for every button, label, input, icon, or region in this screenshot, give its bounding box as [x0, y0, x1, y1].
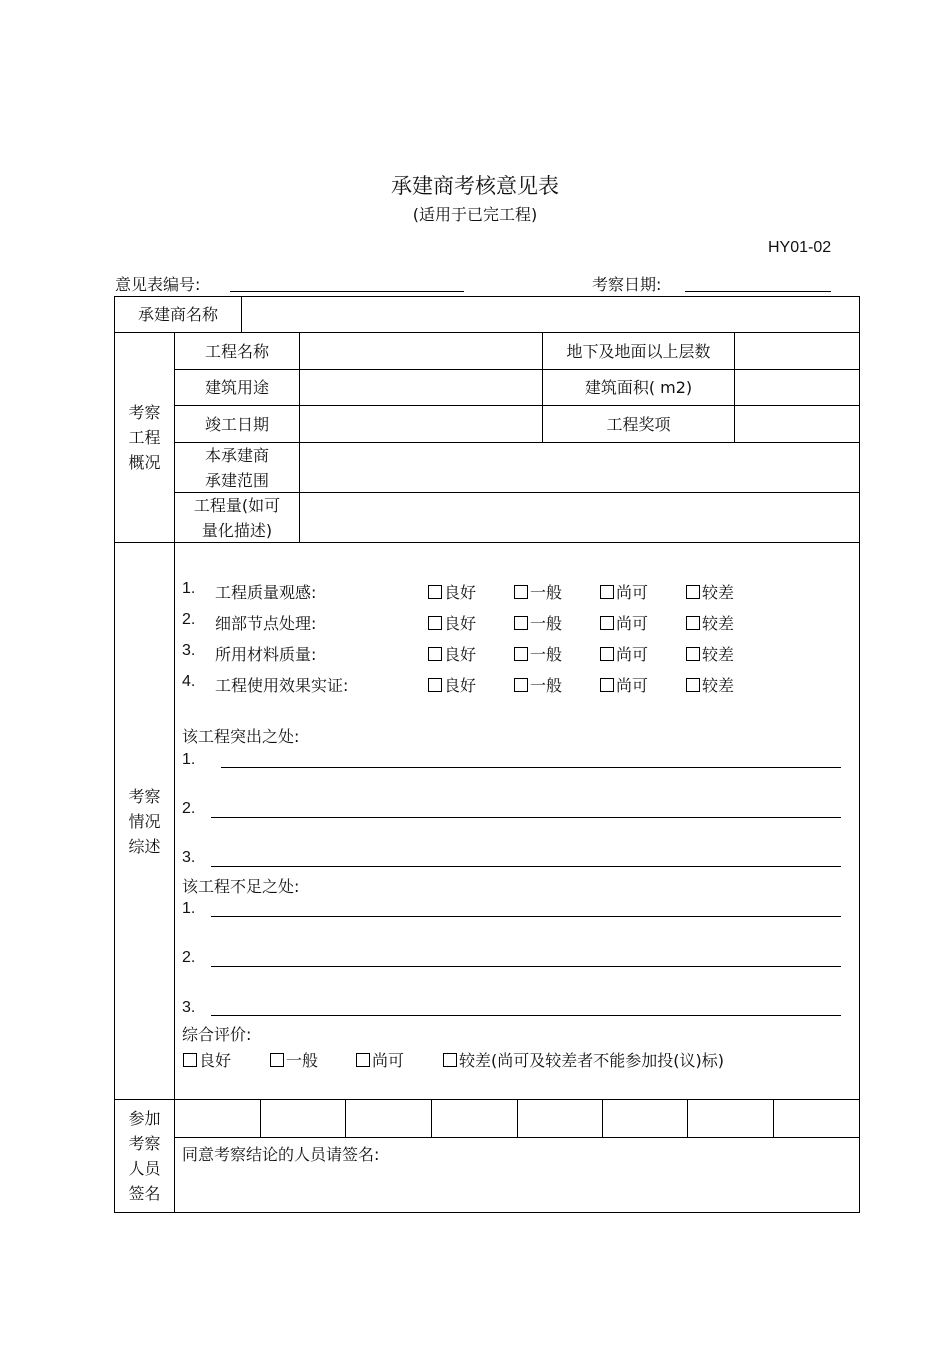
signature-area[interactable] — [175, 1165, 859, 1211]
rating-item-1-option-average[interactable]: 一般 — [514, 580, 562, 603]
building-use-label: 建筑用途 — [204, 378, 269, 397]
overall-option-average[interactable]: 一般 — [270, 1048, 318, 1071]
participant-name-cell[interactable] — [774, 1100, 858, 1137]
floors-field[interactable] — [735, 333, 859, 369]
rating-item-2-label: 细部节点处理: — [215, 614, 317, 633]
rating-item-3-option-good[interactable]: 良好 — [428, 642, 476, 665]
weaknesses-label: 该工程不足之处: — [182, 877, 300, 896]
weakness-2-num: 2. — [182, 949, 196, 966]
contractor-name-field[interactable] — [242, 297, 859, 332]
checkbox-icon — [428, 585, 442, 599]
overall-option-fair[interactable]: 尚可 — [356, 1048, 404, 1071]
participant-name-cell[interactable] — [603, 1100, 687, 1137]
overall-label: 综合评价: — [182, 1025, 252, 1044]
participant-name-cell[interactable] — [432, 1100, 517, 1137]
checkbox-icon — [686, 647, 700, 661]
rating-item-3-option-poor[interactable]: 较差 — [686, 642, 734, 665]
participant-name-cell[interactable] — [688, 1100, 773, 1137]
strength-2-num: 2. — [182, 800, 196, 817]
participants-section-label: 参加 考察 人员 签名 — [128, 1109, 161, 1203]
rating-item-1-option-good[interactable]: 良好 — [428, 580, 476, 603]
date-label: 考察日期: — [592, 275, 662, 294]
rating-item-4-num: 4. — [182, 673, 196, 690]
participant-name-cell[interactable] — [346, 1100, 431, 1137]
sign-label: 同意考察结论的人员请签名: — [182, 1145, 380, 1164]
rating-item-1-num: 1. — [182, 580, 196, 597]
page-subtitle: (适用于已完工程) — [412, 205, 538, 224]
checkbox-icon — [514, 678, 528, 692]
strength-3-line[interactable] — [211, 866, 841, 867]
project-name-label: 工程名称 — [204, 341, 269, 361]
strength-3-num: 3. — [182, 849, 196, 866]
rating-item-3-option-fair[interactable]: 尚可 — [600, 642, 648, 665]
building-area-field[interactable] — [735, 370, 859, 405]
rating-item-1-option-fair[interactable]: 尚可 — [600, 580, 648, 603]
weakness-1-num: 1. — [182, 900, 196, 917]
checkbox-icon — [270, 1053, 284, 1067]
weakness-3-line[interactable] — [211, 1015, 841, 1016]
page-title: 承建商考核意见表 — [391, 174, 559, 198]
rating-item-4-option-poor[interactable]: 较差 — [686, 673, 734, 696]
weakness-1-line[interactable] — [211, 916, 841, 917]
form-no-field[interactable] — [230, 291, 464, 292]
strength-2-line[interactable] — [211, 817, 841, 818]
weakness-3-num: 3. — [182, 999, 196, 1016]
quantity-field[interactable] — [300, 493, 859, 542]
rating-item-1-option-poor[interactable]: 较差 — [686, 580, 734, 603]
checkbox-icon — [686, 678, 700, 692]
checkbox-icon — [600, 647, 614, 661]
checkbox-icon — [686, 585, 700, 599]
overall-option-good[interactable]: 良好 — [183, 1048, 231, 1071]
building-area-label: 建筑面积( m2) — [584, 378, 693, 397]
rating-item-4-label: 工程使用效果实证: — [215, 676, 349, 695]
strength-1-num: 1. — [182, 751, 196, 768]
checkbox-icon — [443, 1053, 457, 1067]
overall-option-poor[interactable]: 较差(尚可及较差者不能参加投(议)标) — [443, 1048, 724, 1071]
weakness-2-line[interactable] — [211, 966, 841, 967]
contractor-name-label: 承建商名称 — [137, 305, 218, 324]
checkbox-icon — [428, 647, 442, 661]
quantity-label: 工程量(如可 量化描述) — [193, 495, 281, 540]
checkbox-icon — [600, 585, 614, 599]
date-field[interactable] — [685, 291, 831, 292]
checkbox-icon — [428, 616, 442, 630]
rating-item-2-num: 2. — [182, 611, 196, 628]
participant-name-cell[interactable] — [175, 1100, 260, 1137]
award-label: 工程奖项 — [606, 414, 671, 434]
rating-item-2-option-good[interactable]: 良好 — [428, 611, 476, 634]
strength-1-line[interactable] — [221, 767, 841, 768]
award-field[interactable] — [735, 406, 859, 442]
checkbox-icon — [183, 1053, 197, 1067]
checkbox-icon — [356, 1053, 370, 1067]
review-section-label: 考察 情况 综述 — [128, 786, 161, 856]
rating-item-3-label: 所用材料质量: — [215, 645, 317, 664]
checkbox-icon — [514, 647, 528, 661]
form-no-label: 意见表编号: — [115, 275, 201, 294]
completion-date-label: 竣工日期 — [204, 414, 269, 434]
rating-item-4-option-good[interactable]: 良好 — [428, 673, 476, 696]
participant-name-cell[interactable] — [518, 1100, 602, 1137]
floors-label: 地下及地面以上层数 — [566, 341, 711, 361]
checkbox-icon — [514, 616, 528, 630]
rating-item-4-option-average[interactable]: 一般 — [514, 673, 562, 696]
scope-label: 本承建商 承建范围 — [204, 445, 269, 490]
rating-item-3-option-average[interactable]: 一般 — [514, 642, 562, 665]
checkbox-icon — [428, 678, 442, 692]
rating-item-1-label: 工程质量观感: — [215, 583, 317, 602]
scope-field[interactable] — [300, 443, 859, 492]
project-section-label: 考察 工程 概况 — [128, 403, 161, 472]
building-use-field[interactable] — [300, 370, 542, 405]
rating-item-2-option-fair[interactable]: 尚可 — [600, 611, 648, 634]
rating-item-2-option-average[interactable]: 一般 — [514, 611, 562, 634]
checkbox-icon — [514, 585, 528, 599]
checkbox-icon — [600, 678, 614, 692]
rating-item-3-num: 3. — [182, 642, 196, 659]
checkbox-icon — [600, 616, 614, 630]
strengths-label: 该工程突出之处: — [182, 727, 300, 746]
checkbox-icon — [686, 616, 700, 630]
rating-item-2-option-poor[interactable]: 较差 — [686, 611, 734, 634]
form-code: HY01-02 — [768, 239, 832, 256]
rating-item-4-option-fair[interactable]: 尚可 — [600, 673, 648, 696]
completion-date-field[interactable] — [300, 406, 542, 442]
participant-name-cell[interactable] — [261, 1100, 345, 1137]
project-name-field[interactable] — [300, 333, 542, 369]
